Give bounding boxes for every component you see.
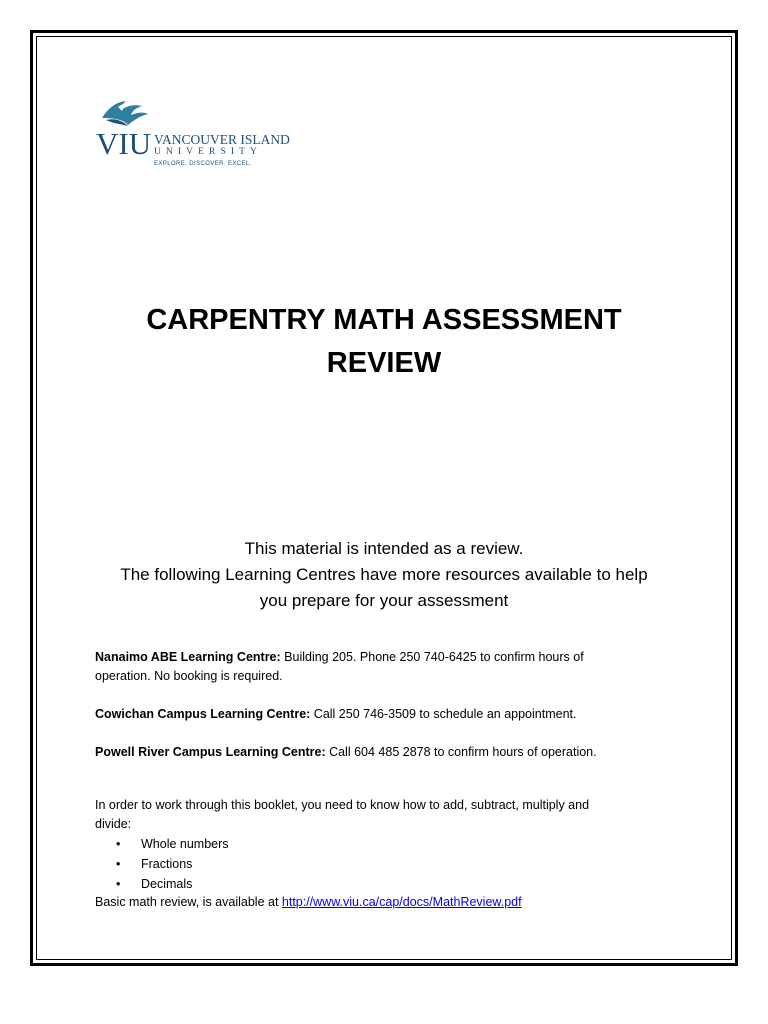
requirements-list	[116, 834, 229, 894]
intro-line: The following Learning Centres have more resources available to help	[120, 565, 648, 584]
math-review-text: Basic math review, is available at	[95, 895, 282, 909]
centre-name: Powell River Campus Learning Centre:	[95, 745, 326, 759]
centre-name: Cowichan Campus Learning Centre:	[95, 707, 311, 721]
intro-text	[80, 536, 688, 614]
centre-details: Call 604 485 2878 to confirm hours of operation.	[325, 745, 597, 759]
math-review-note	[95, 893, 685, 912]
requirements-line: divide:	[95, 817, 132, 831]
centre-name: Nanaimo ABE Learning Centre:	[95, 650, 281, 664]
centre-powell-river	[95, 743, 685, 762]
list-item: • Fractions	[116, 854, 229, 874]
centre-details: Call 250 746-3509 to schedule an appointment.	[310, 707, 577, 721]
bullet-icon: •	[116, 877, 121, 891]
intro-line: This material is intended as a review.	[244, 539, 524, 558]
requirements-line: In order to work through this booklet, you need to know how to add, subtract, multiply and	[95, 798, 590, 812]
centre-nanaimo	[95, 648, 685, 686]
document-title-line1: CARPENTRY MATH ASSESSMENT	[146, 304, 622, 336]
list-item: • Decimals	[116, 874, 229, 894]
logo-tagline: EXPLORE. DISCOVER. EXCEL.	[154, 161, 252, 167]
centre-details: operation. No booking is required.	[95, 669, 283, 683]
bullet-icon: •	[116, 857, 121, 871]
centre-details: Building 205. Phone 250 740-6425 to confirm hours of	[280, 650, 584, 664]
bullet-icon: •	[116, 837, 121, 851]
logo-abbreviation: VIU	[96, 126, 152, 161]
viu-logo	[96, 98, 296, 178]
centre-cowichan	[95, 705, 685, 724]
document-title-line2: REVIEW	[326, 347, 442, 379]
logo-name: VANCOUVER ISLAND	[154, 132, 290, 147]
intro-line: you prepare for your assessment	[259, 591, 509, 610]
logo-subtitle: UNIVERSITY	[154, 147, 262, 157]
requirements-text	[95, 796, 685, 834]
math-review-link[interactable]: http://www.viu.ca/cap/docs/MathReview.pdf	[281, 895, 522, 909]
list-item: • Whole numbers	[116, 834, 229, 854]
